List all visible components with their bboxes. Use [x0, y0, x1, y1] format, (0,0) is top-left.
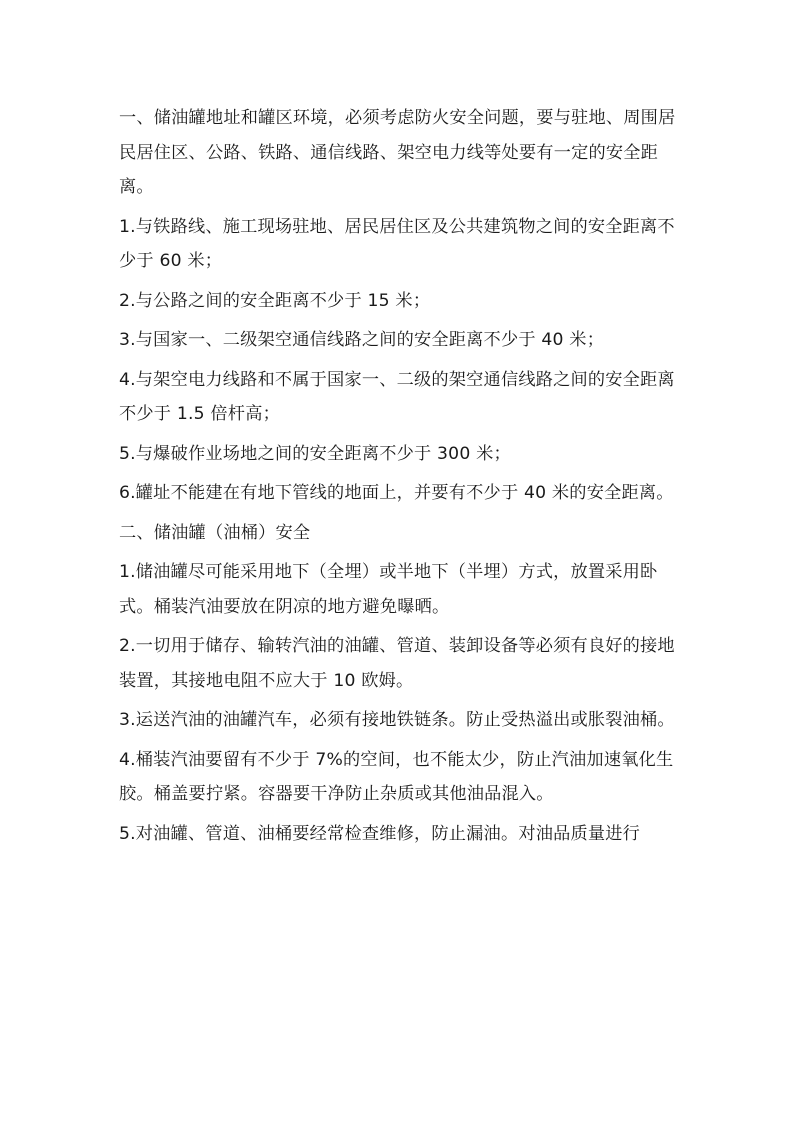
section-2-heading: 二、储油罐（油桶）安全 — [119, 522, 311, 543]
section-2-item-4: 4.桶装汽油要留有不少于 7%的空间，也不能太少，防止汽油加速氧化生胶。桶盖要拧紧。容器要干净防止杂质或其他油品混入。 — [119, 749, 674, 804]
section-1-item-4: 4.与架空电力线路和不属于国家一、二级的架空通信线路之间的安全距离不少于 1.5 倍杆高； — [119, 369, 675, 424]
section-1-item-2: 2.与公路之间的安全距离不少于 15 米； — [119, 290, 431, 311]
section-2-item-1: 1.储油罐尽可能采用地下（全埋）或半地下（半埋）方式，放置采用卧式。桶装汽油要放在阴凉的地方避免曝晒。 — [119, 562, 658, 617]
section-1-heading-paragraph: 一、储油罐地址和罐区环境，必须考虑防火安全问题，要与驻地、周围居民居住区、公路、铁路、通信线路、架空电力线等处要有一定的安全距离。 — [119, 108, 676, 197]
section-2-item-2: 2.一切用于储存、输转汽油的油罐、管道、装卸设备等必须有良好的接地装置，其接地电阻不应大于 10 欧姆。 — [119, 636, 675, 691]
section-1-item-5: 5.与爆破作业场地之间的安全距离不少于 300 米； — [119, 443, 511, 464]
section-2-item-5: 5.对油罐、管道、油桶要经常检查维修，防止漏油。对油品质量进行 — [119, 823, 641, 844]
document-body — [119, 101, 679, 856]
section-1-item-3: 3.与国家一、二级架空通信线路之间的安全距离不少于 40 米； — [119, 330, 605, 350]
section-1-item-6: 6.罐址不能建在有地下管线的地面上，并要有不少于 40 米的安全距离。 — [119, 483, 674, 503]
section-1-item-1: 1.与铁路线、施工现场驻地、居民居住区及公共建筑物之间的安全距离不少于 60 米； — [119, 216, 675, 271]
section-2-item-3: 3.运送汽油的油罐汽车，必须有接地铁链条。防止受热溢出或胀裂油桶。 — [119, 710, 675, 730]
